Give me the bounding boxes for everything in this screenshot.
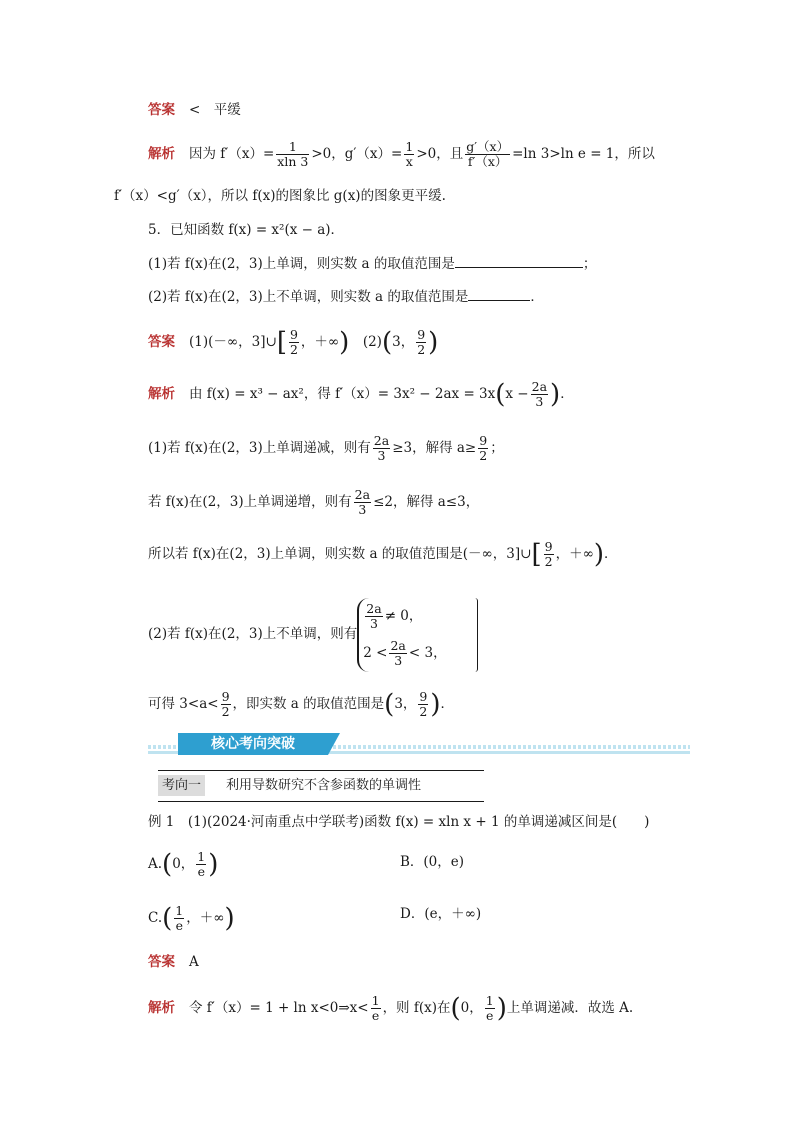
- denominator: 2: [479, 448, 488, 463]
- fraction: [365, 602, 382, 631]
- denominator: 3: [377, 448, 386, 463]
- fraction: [221, 690, 231, 719]
- text: 若 f(x)在(2，3)上单调递增，则有: [148, 494, 352, 510]
- section-title: 核心考向突破: [178, 733, 328, 755]
- denominator: 2: [221, 704, 230, 719]
- question-5-stem: 5．已知函数 f(x) = x²(x − a)．: [148, 222, 345, 238]
- fraction: [373, 434, 390, 463]
- solution-line-1: [148, 434, 504, 463]
- answer-label: 答案: [148, 954, 175, 970]
- numerator: 9: [221, 689, 230, 704]
- text: (1)若 f(x)在(2，3)上单调，则实数 a 的取值范围是: [148, 256, 455, 272]
- numerator: 9: [419, 689, 428, 704]
- fraction: [289, 328, 299, 357]
- paren: ): [428, 327, 439, 358]
- paren: ): [224, 903, 235, 934]
- system-right-brace: [475, 598, 478, 672]
- answer-line-intro: [148, 100, 241, 120]
- answer-line-q5: [148, 328, 438, 357]
- fraction: [174, 904, 184, 933]
- text: 上单调递减．故选 A.: [506, 1000, 634, 1016]
- text: x −: [505, 386, 529, 402]
- paren: (: [450, 993, 461, 1024]
- denominator: 2: [289, 342, 298, 357]
- fraction: [276, 140, 309, 169]
- denominator: 3: [370, 615, 378, 631]
- text: (2)若 f(x)在(2，3)上不单调，则实数 a 的取值范围是: [148, 289, 469, 305]
- numerator: 2a: [354, 487, 371, 502]
- text: ；: [582, 256, 597, 272]
- numerator: 2a: [373, 433, 390, 448]
- fraction: [196, 850, 206, 879]
- text: ．: [560, 386, 574, 402]
- text: 3，: [394, 696, 417, 712]
- answer-line-ex1: [148, 952, 199, 972]
- question-5-part1: [148, 253, 596, 274]
- paren: (: [384, 689, 395, 720]
- text: ，即实数 a 的取值范围是: [232, 696, 385, 712]
- option-a: [148, 850, 218, 879]
- numerator: 2a: [531, 379, 548, 394]
- text: (2): [362, 334, 382, 350]
- text: ，＋∞: [555, 546, 594, 562]
- numerator: 1: [485, 993, 494, 1008]
- denominator: 2: [417, 342, 426, 357]
- fraction: [544, 540, 554, 569]
- text: 由 f(x) = x³ − ax²，得 f′（x）= 3x² − 2ax = 3x: [189, 386, 496, 402]
- numerator: 9: [479, 433, 488, 448]
- answer-label: 答案: [148, 102, 175, 118]
- analysis-line-intro: [148, 140, 655, 169]
- subsection-title: 利用导数研究不含参函数的单调性: [226, 778, 422, 793]
- denominator: 3: [358, 502, 367, 517]
- analysis-label: 解析: [148, 146, 175, 162]
- numerator: 1: [276, 140, 309, 155]
- numerator: 1: [197, 849, 206, 864]
- numerator: 9: [544, 539, 553, 554]
- fraction: [404, 140, 414, 169]
- denominator: 2: [544, 554, 553, 569]
- fraction: [418, 690, 428, 719]
- question-5-part2: [148, 286, 544, 307]
- paren: ): [430, 689, 441, 720]
- text: 令 f′（x）= 1 + ln x<0⇒x<: [189, 1000, 369, 1016]
- numerator: 9: [417, 327, 426, 342]
- paren: (: [162, 849, 173, 880]
- paren: (: [495, 379, 506, 410]
- text: ≤2，解得 a≤3，: [373, 494, 480, 510]
- analysis-label: 解析: [148, 386, 175, 402]
- text: 因为 f′（x）=: [189, 146, 275, 162]
- text: (1)若 f(x)在(2，3)上单调递减，则有: [148, 440, 371, 456]
- bracket: [: [276, 327, 287, 358]
- equation-system: [357, 598, 446, 672]
- text: A.: [148, 856, 163, 872]
- denominator: f′（x）: [467, 154, 508, 169]
- text: < 3，: [408, 644, 447, 661]
- answer-value: A: [189, 954, 199, 970]
- fraction: [371, 994, 381, 1023]
- denominator: e: [486, 1008, 494, 1023]
- fraction: [478, 434, 488, 463]
- numerator: 2a: [366, 600, 382, 616]
- numerator: 1: [175, 903, 184, 918]
- text: (1)(－∞，3]∪: [189, 334, 277, 350]
- analysis-line-ex1: [148, 994, 633, 1023]
- text: 可得 3<a<: [148, 696, 219, 712]
- fraction: [485, 994, 495, 1023]
- system-row-2: [363, 635, 446, 672]
- example-1-stem: 例 1 (1)(2024·河南重点中学联考)函数 f(x) = xln x + 1 的单调递减区间是( ): [148, 814, 650, 830]
- text: 所以若 f(x)在(2，3)上单调，则实数 a 的取值范围是(－∞，3]∪: [148, 546, 532, 562]
- text: =ln 3>ln e = 1，所以: [512, 146, 655, 162]
- system-row-1: [363, 598, 446, 635]
- text: ≠ 0，: [384, 607, 423, 624]
- text: ，＋∞: [300, 334, 340, 350]
- text: >0，g′（x）=: [311, 146, 403, 162]
- subsection-tag: 考向一: [158, 775, 205, 796]
- text: ．: [603, 546, 618, 562]
- text: ≥3，解得 a≥: [392, 440, 477, 456]
- paren: ): [593, 539, 604, 570]
- denominator: e: [175, 918, 183, 933]
- text: ，＋∞: [186, 910, 225, 926]
- fraction: [465, 140, 510, 169]
- analysis-label: 解析: [148, 1000, 175, 1016]
- answer-value: < 平缓: [189, 102, 241, 118]
- answer-blank: [455, 253, 583, 268]
- solution-line-2: [148, 488, 479, 517]
- text: ；: [490, 440, 504, 456]
- solution-line-5: [148, 690, 454, 719]
- text: 3，: [392, 334, 415, 350]
- numerator: 1: [405, 139, 414, 154]
- option-b: B．(0，e): [400, 854, 465, 870]
- denominator: e: [371, 1008, 380, 1023]
- paren: ): [339, 327, 350, 358]
- option-d: D．(e，＋∞): [400, 906, 482, 922]
- paren: ): [208, 849, 219, 880]
- denominator: e: [197, 864, 205, 879]
- paren: (: [381, 327, 393, 358]
- numerator: 9: [289, 327, 298, 342]
- bracket: [: [531, 539, 542, 570]
- numerator: 2a: [390, 637, 406, 653]
- text: 0，: [460, 1000, 483, 1016]
- text: ，则 f(x)在: [382, 1000, 451, 1016]
- numerator: g′（x）: [466, 139, 510, 154]
- text: (2)若 f(x)在(2，3)上不单调，则有: [148, 626, 358, 642]
- fraction: [416, 328, 426, 357]
- answer-blank: [468, 286, 530, 301]
- section-banner: [148, 733, 690, 755]
- text: 0，: [172, 856, 195, 872]
- paren: ): [496, 993, 507, 1024]
- fraction: [531, 380, 548, 409]
- analysis-line-q5: [148, 380, 574, 409]
- denominator: 3: [394, 652, 403, 668]
- answer-label: 答案: [148, 334, 175, 350]
- paren: (: [162, 903, 173, 934]
- solution-line-3: [148, 540, 617, 569]
- numerator: 1: [371, 993, 380, 1008]
- text: ．: [530, 289, 544, 305]
- text: ．: [440, 696, 455, 712]
- denominator: x: [405, 154, 413, 169]
- denominator: 3: [535, 394, 544, 409]
- text: C.: [148, 910, 163, 926]
- intro-line-2: f′（x）<g′（x），所以 f(x)的图象比 g(x)的图象更平缓.: [114, 188, 446, 204]
- option-c: [148, 904, 235, 933]
- text: 2 <: [363, 644, 388, 661]
- paren: ): [550, 379, 561, 410]
- denominator: xln 3: [277, 154, 309, 169]
- solution-line-4: [148, 594, 478, 674]
- denominator: 2: [419, 704, 428, 719]
- fraction: [389, 639, 406, 668]
- subsection-header: [158, 770, 484, 802]
- fraction: [354, 488, 371, 517]
- text: >0，且: [416, 146, 464, 162]
